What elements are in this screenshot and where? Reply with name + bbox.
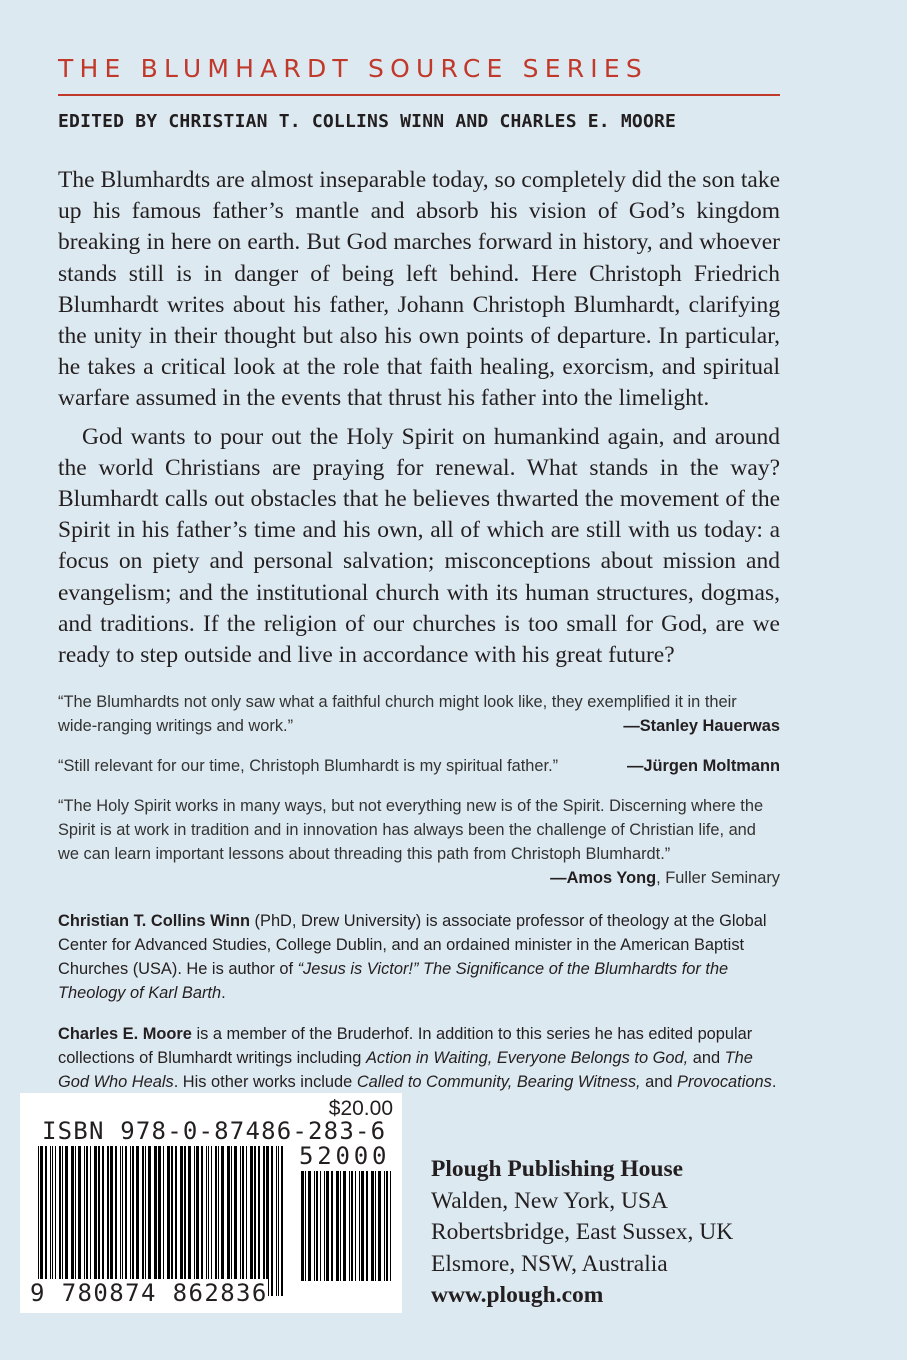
editor-bios — [58, 909, 780, 1094]
barcode-bar — [336, 1171, 339, 1281]
barcode-bar — [78, 1146, 81, 1296]
barcode-bar — [375, 1171, 376, 1281]
barcode-bar — [371, 1171, 374, 1281]
publisher-name: Plough Publishing House — [431, 1156, 684, 1182]
barcode-bar — [331, 1171, 333, 1281]
barcode-bar — [84, 1146, 85, 1296]
barcode-bar — [343, 1171, 346, 1281]
barcode-bar — [242, 1146, 244, 1296]
barcode-bar — [148, 1146, 151, 1296]
barcode-bar — [227, 1146, 230, 1296]
endorsement-text: “Still relevant for our time, Christoph Blumhardt is my spiritual father.” — [58, 757, 559, 775]
barcode-bar — [390, 1171, 391, 1281]
barcode-bar — [98, 1146, 100, 1296]
barcode-bar — [234, 1146, 237, 1296]
publisher-location: Elsmore, NSW, Australia — [431, 1250, 668, 1277]
endorsement-text: “The Holy Spirit works in many ways, but not everything new is of the Spirit. Discerning where the Spirit is at work in tradition and in innovation has always been the challenge of Christian life, and we can learn important lessons about threading this path from Christoph Blumhardt.” — [58, 797, 764, 863]
barcode-bar — [208, 1146, 209, 1296]
description-paragraph-1: The Blumhardts are almost inseparable today, so completely did the son take up his famous father’s mantle and absorb his vision of God’s kingdom breaking in here on earth. But God marches forward in history, and whoever stands still is in danger of being left behind. Here Christoph Friedrich Blumhardt writes about his father, Johann Christoph Blumhardt, clarifying the unity in their thought but also his own points of departure. In particular, he takes a critical look at the role that faith healing, exorcism, and spiritual warfare assumed in the events that thrust his father into the limelight. — [58, 167, 780, 412]
barcode-bar — [386, 1171, 388, 1281]
barcode-bar — [316, 1171, 318, 1281]
bio-moore: Charles E. Moore is a member of the Bruderhof. In addition to this series he has edited popular collections of Blumhardt writings including Action in Waiting, Everyone Belongs to God, and The God Who Heals. His other works include Called to Community, Bearing Witness, and Provocations. — [58, 1025, 777, 1091]
series-divider — [58, 94, 780, 96]
endorsement-moltmann — [58, 754, 780, 778]
barcode-bar — [218, 1146, 219, 1296]
barcode-bar — [206, 1146, 207, 1296]
barcode-bar — [266, 1146, 269, 1296]
barcode-bar — [38, 1146, 39, 1296]
barcode-bar — [378, 1171, 381, 1281]
barcode-bar — [324, 1171, 325, 1281]
barcode-bar — [52, 1146, 53, 1296]
barcode-bar — [180, 1146, 183, 1296]
barcode-bar — [45, 1146, 47, 1296]
barcode-bar — [355, 1171, 356, 1281]
barcode-bar — [65, 1146, 68, 1296]
barcode-bar — [75, 1146, 76, 1296]
barcode-bar — [246, 1146, 247, 1296]
publisher-location: Robertsbridge, East Sussex, UK — [431, 1219, 734, 1245]
barcode-bar — [366, 1171, 368, 1281]
endorsements — [58, 690, 780, 906]
barcode-bar — [154, 1146, 157, 1296]
barcode-bar — [308, 1171, 311, 1281]
barcode-bar — [201, 1146, 203, 1296]
barcode-bar — [167, 1146, 170, 1296]
publisher-location: Walden, New York, USA — [431, 1187, 669, 1214]
barcode-bar — [254, 1146, 256, 1296]
barcode-bar — [250, 1146, 253, 1296]
endorsement-attribution: —Amos Yong, Fuller Seminary — [550, 869, 780, 887]
publisher-url[interactable]: www.plough.com — [431, 1282, 604, 1308]
barcode-bar — [142, 1146, 144, 1296]
bio-winn: Christian T. Collins Winn (PhD, Drew University) is associate professor of theology at the Global Center for Advanced Studies, College Dublin, and an ordained minister in the American Baptist Churches (USA). He is author of “Jesus is Victor!” The Significance of the Blumhardts for the Theology of Karl Barth. — [58, 912, 767, 1002]
description-paragraph-2: God wants to pour out the Holy Spirit on humankind again, and around the world Christians are praying for renewal. What stands in the way? Blumhardt calls out obstacles that he believes thwarted the movement of the Spirit in his father’s time and his own, all of which are still with us today: a focus on piety and personal salvation; misconceptions about mission and evangelism; and the institutional church with its human structures, dogmas, and traditions. If the religion of our churches is too small for God, are we ready to step outside and live in accordance with his great future? — [58, 423, 780, 669]
barcode-bar — [349, 1171, 350, 1281]
addon-barcode-bars — [299, 1171, 397, 1281]
barcode-bar — [258, 1146, 260, 1296]
barcode-bar — [231, 1146, 232, 1296]
barcode-bar — [271, 1146, 273, 1296]
endorser-name: Stanley Hauerwas — [639, 717, 780, 735]
barcode-bar — [145, 1146, 146, 1296]
barcode-bar — [221, 1146, 224, 1296]
addon-digits: 52000 — [299, 1142, 391, 1170]
bio-name: Charles E. Moore — [58, 1025, 192, 1043]
barcode-bar — [175, 1146, 177, 1296]
barcode-bar — [40, 1146, 43, 1296]
barcode-bar — [62, 1146, 63, 1296]
barcode-bar — [276, 1146, 277, 1296]
barcode-bar — [163, 1146, 164, 1296]
barcode-bar — [130, 1146, 131, 1296]
bio-name: Christian T. Collins Winn — [58, 912, 250, 930]
barcode-bar — [196, 1146, 199, 1296]
endorsement-text: “The Blumhardts not only saw what a faithful church might look like, they exemplified it in their wide-ranging writings and work.” — [58, 693, 737, 735]
barcode-bar — [158, 1146, 161, 1296]
endorsement-attribution: —Stanley Hauerwas — [623, 717, 780, 735]
barcode-bar — [359, 1171, 360, 1281]
barcode-bar — [314, 1171, 315, 1281]
barcode-bar — [281, 1146, 283, 1296]
barcode-bar — [320, 1171, 321, 1281]
barcode-bar — [263, 1146, 265, 1296]
barcode-bar — [136, 1146, 139, 1296]
barcode-bar — [102, 1146, 104, 1296]
barcode-bar — [107, 1146, 109, 1296]
barcode-bar — [125, 1146, 127, 1296]
publisher-info — [431, 1154, 791, 1312]
barcode-bar — [50, 1146, 51, 1296]
book-title: “Jesus is Victor!” The Significance of the Blumhardts for the Theology of Karl Barth — [58, 960, 729, 1002]
barcode-bar — [171, 1146, 173, 1296]
barcode-bar — [132, 1146, 134, 1296]
barcode-bar — [120, 1146, 121, 1296]
barcode-bar — [240, 1146, 241, 1296]
endorsement-attribution: —Jürgen Moltmann — [627, 757, 780, 775]
ean-barcode-bars — [36, 1146, 286, 1296]
isbn-text: ISBN 978-0-87486-283-6 — [42, 1117, 387, 1145]
barcode-bar — [194, 1146, 195, 1296]
barcode-bar — [340, 1171, 341, 1281]
endorser-name: Amos Yong — [566, 869, 657, 887]
barcode-bar — [59, 1146, 61, 1296]
endorsement-yong — [58, 794, 780, 890]
barcode-bar — [211, 1146, 212, 1296]
series-title: THE BLUMHARDT SOURCE SERIES — [58, 54, 648, 83]
barcode-bar — [361, 1171, 364, 1281]
barcode-bar — [71, 1146, 74, 1296]
barcode-bar — [122, 1146, 123, 1296]
barcode-bar — [278, 1146, 279, 1296]
barcode-bar — [86, 1146, 88, 1296]
barcode-bar — [110, 1146, 113, 1296]
barcode-bar — [301, 1171, 304, 1281]
endorser-name: Jürgen Moltmann — [643, 757, 780, 775]
barcode-bar — [90, 1146, 91, 1296]
barcode-bar — [384, 1171, 385, 1281]
price-label: $20.00 — [328, 1097, 393, 1120]
barcode-bar — [184, 1146, 186, 1296]
barcode-bar — [188, 1146, 191, 1296]
barcode-bar — [215, 1146, 217, 1296]
isbn-barcode — [20, 1093, 402, 1313]
barcode-bar — [94, 1146, 97, 1296]
barcode-bar — [351, 1171, 353, 1281]
editors-line: EDITED BY CHRISTIAN T. COLLINS WINN AND CHARLES E. MOORE — [58, 111, 677, 132]
endorsement-hauerwas — [58, 690, 780, 738]
barcode-bar — [305, 1171, 306, 1281]
barcode-bar — [115, 1146, 117, 1296]
ean-digits: 9 780874 862836 — [30, 1279, 268, 1307]
barcode-bar — [326, 1171, 329, 1281]
book-description — [58, 165, 780, 671]
barcode-bar — [55, 1146, 56, 1296]
